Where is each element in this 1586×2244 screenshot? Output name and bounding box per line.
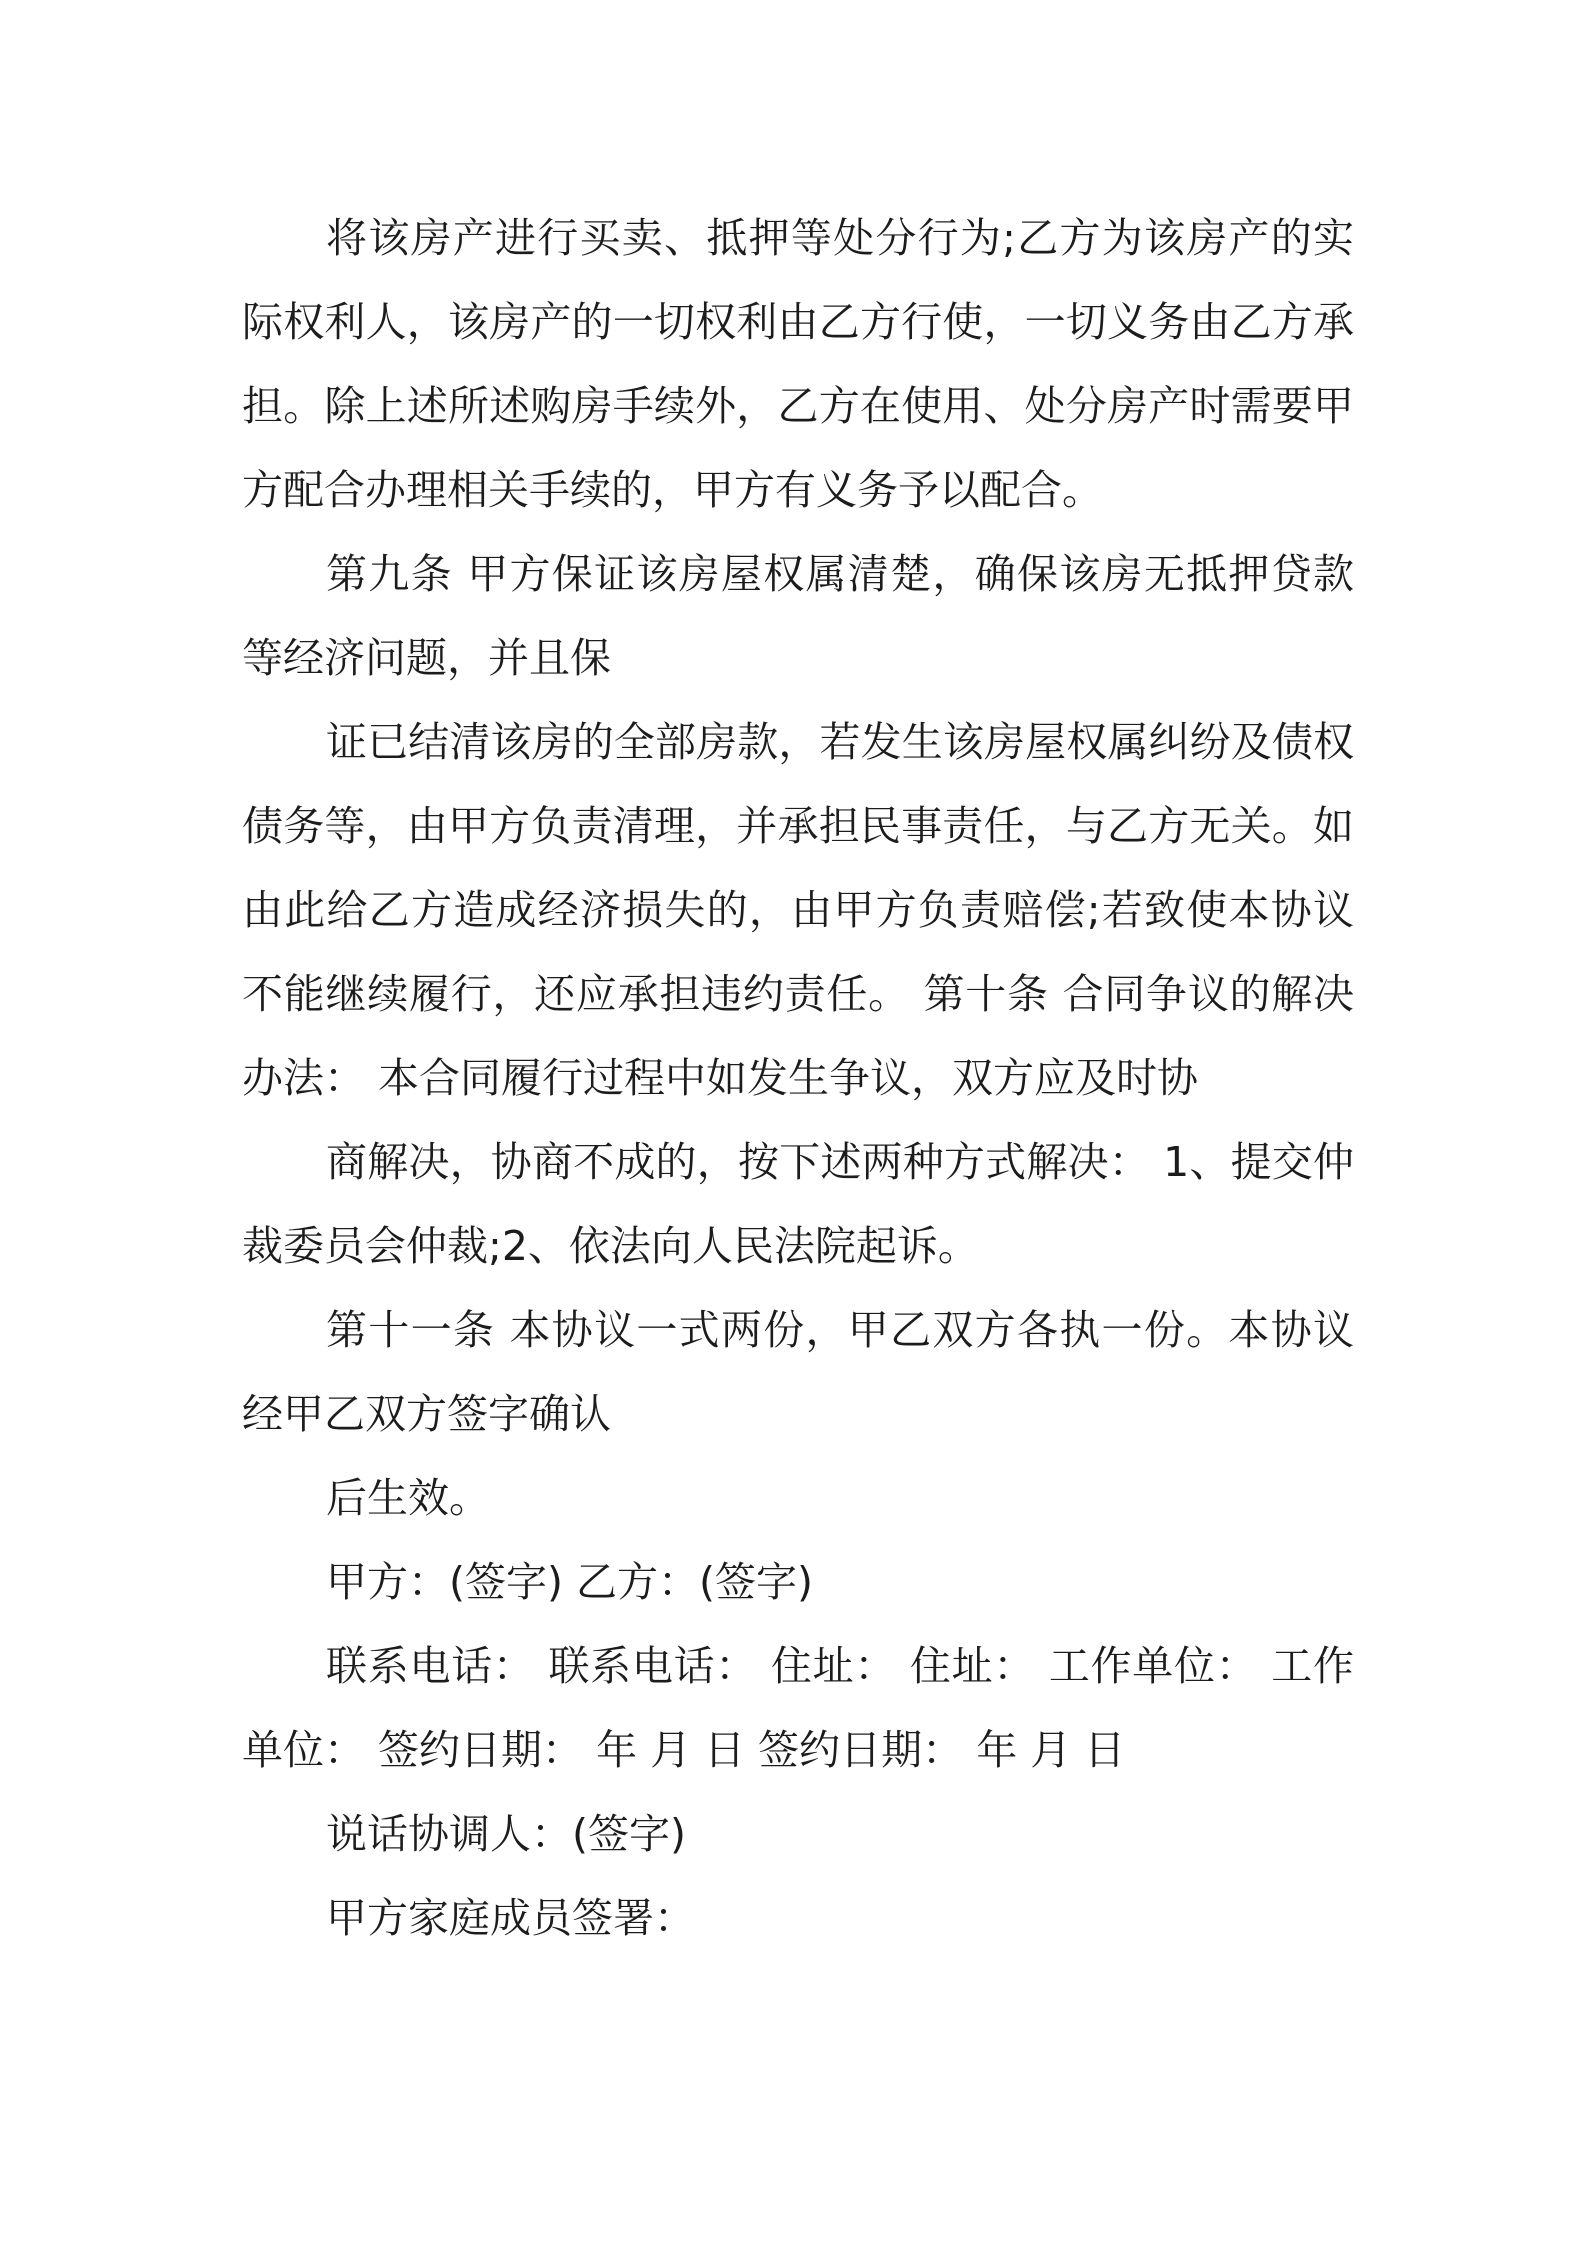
paragraph-dispute-resolution: 商解决，协商不成的，按下述两种方式解决： 1、提交仲裁委员会仲裁;2、依法向人民法院起诉。 bbox=[242, 1138, 1354, 1270]
paragraph-property-rights: 将该房产进行买卖、抵押等处分行为;乙方为该房产的实际权利人，该房产的一切权利由乙方行使，一切义务由乙方承担。除上述所述购房手续外，乙方在使用、处分房产时需要甲方配合办理相关手续的，甲方有义务予以配合。 bbox=[242, 214, 1354, 514]
paragraph-article-9-continued-article-10: 证已结清该房的全部房款，若发生该房屋权属纠纷及债权债务等，由甲方负责清理，并承担民事责任，与乙方无关。如由此给乙方造成经济损失的，由甲方负责赔偿;若致使本协议不能继续履行，还应承担违约责任。 第十条 合同争议的解决办法： 本合同履行过程中如发生争议，双方应及时协 bbox=[242, 718, 1354, 1102]
paragraph-article-9: 第九条 甲方保证该房屋权属清楚，确保该房无抵押贷款等经济问题，并且保 bbox=[242, 550, 1354, 682]
paragraph-article-11: 第十一条 本协议一式两份，甲乙双方各执一份。本协议经甲乙双方签字确认 bbox=[242, 1306, 1354, 1438]
family-member-signature-line: 甲方家庭成员签署： bbox=[326, 1894, 695, 1942]
mediator-signature-line: 说话协调人：(签字) bbox=[326, 1810, 686, 1858]
signature-line-parties: 甲方：(签字) 乙方：(签字) bbox=[326, 1558, 814, 1606]
contact-info-line: 联系电话： 联系电话： 住址： 住址： 工作单位： 工作单位： 签约日期： 年 月 日 签约日期： 年 月 日 bbox=[242, 1642, 1354, 1774]
document-body bbox=[242, 196, 1354, 1960]
paragraph-effective: 后生效。 bbox=[326, 1474, 490, 1522]
